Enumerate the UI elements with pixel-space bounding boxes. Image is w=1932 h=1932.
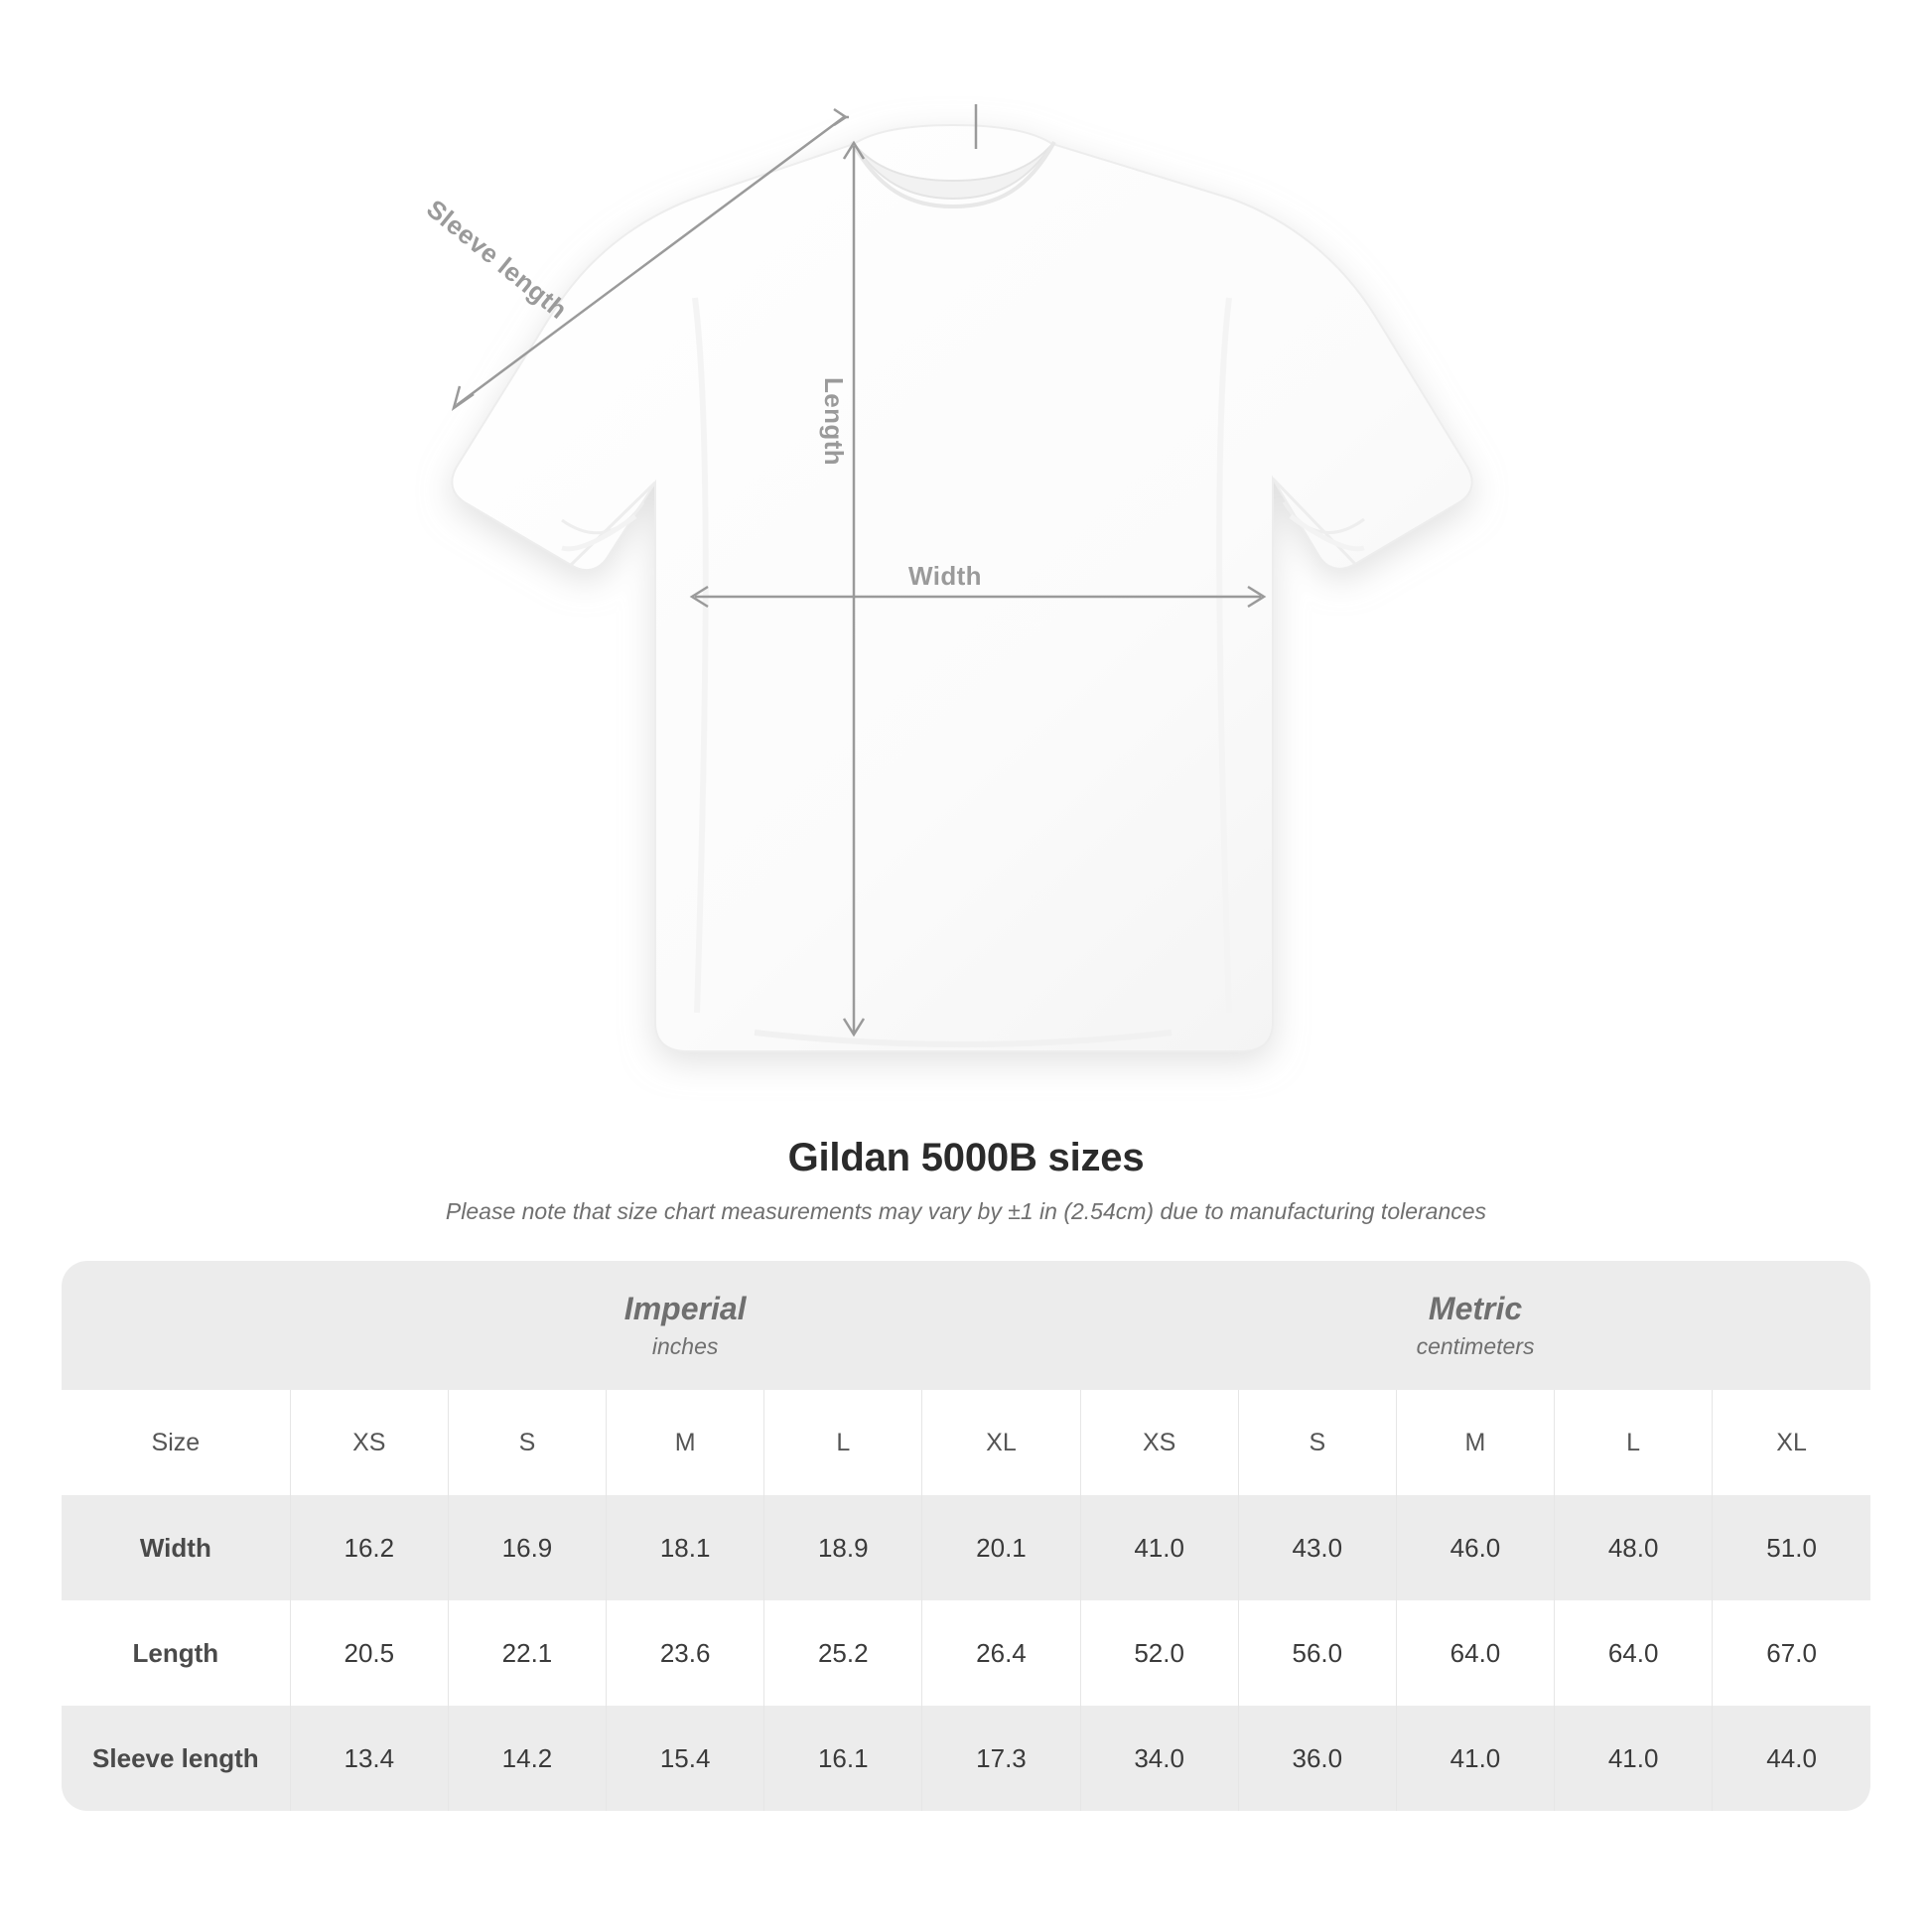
table-corner-label: Size [62, 1390, 290, 1495]
cell-width-metric-m: 46.0 [1396, 1495, 1554, 1600]
cell-width-metric-xl: 51.0 [1713, 1495, 1870, 1600]
cell-width-imperial-s: 16.9 [448, 1495, 606, 1600]
cell-length-metric-m: 64.0 [1396, 1600, 1554, 1706]
unit-header-row [62, 1261, 1870, 1390]
cell-sleeve-imperial-m: 15.4 [607, 1706, 764, 1811]
column-header-imperial-xs: XS [290, 1390, 448, 1495]
cell-width-imperial-xs: 16.2 [290, 1495, 448, 1600]
size-table-wrapper [62, 1261, 1870, 1811]
column-header-metric-xs: XS [1080, 1390, 1238, 1495]
cell-sleeve-metric-m: 41.0 [1396, 1706, 1554, 1811]
cell-width-metric-s: 43.0 [1238, 1495, 1396, 1600]
column-header-metric-s: S [1238, 1390, 1396, 1495]
page-title: Gildan 5000B sizes [787, 1136, 1145, 1179]
cell-width-imperial-l: 18.9 [764, 1495, 922, 1600]
cell-width-metric-xs: 41.0 [1080, 1495, 1238, 1600]
cell-width-imperial-xl: 20.1 [922, 1495, 1080, 1600]
cell-length-imperial-xs: 20.5 [290, 1600, 448, 1706]
cell-sleeve-metric-xs: 34.0 [1080, 1706, 1238, 1811]
column-header-imperial-m: M [607, 1390, 764, 1495]
width-dimension-label: Width [908, 561, 982, 591]
column-header-metric-m: M [1396, 1390, 1554, 1495]
cell-length-metric-xs: 52.0 [1080, 1600, 1238, 1706]
cell-length-imperial-xl: 26.4 [922, 1600, 1080, 1706]
cell-width-metric-l: 48.0 [1555, 1495, 1713, 1600]
column-header-imperial-xl: XL [922, 1390, 1080, 1495]
row-label-sleeve-length: Sleeve length [62, 1706, 290, 1811]
unit-name-imperial: Imperial [623, 1291, 747, 1327]
tolerance-note: Please note that size chart measurements may vary by ±1 in (2.54cm) due to manufacturing tolerances [445, 1198, 1487, 1224]
cell-sleeve-imperial-xl: 17.3 [922, 1706, 1080, 1811]
table-row [62, 1495, 1870, 1600]
unit-name-metric: Metric [1428, 1291, 1523, 1327]
size-table [62, 1261, 1870, 1811]
unit-sub-metric: centimeters [1416, 1332, 1535, 1359]
row-label-length: Length [62, 1600, 290, 1706]
cell-sleeve-metric-s: 36.0 [1238, 1706, 1396, 1811]
cell-width-imperial-m: 18.1 [607, 1495, 764, 1600]
cell-length-metric-s: 56.0 [1238, 1600, 1396, 1706]
unit-header-imperial [290, 1261, 1080, 1390]
cell-sleeve-metric-xl: 44.0 [1713, 1706, 1870, 1811]
length-dimension-label: Length [819, 377, 849, 467]
table-row [62, 1706, 1870, 1811]
unit-header-spacer [62, 1261, 290, 1390]
row-label-width: Width [62, 1495, 290, 1600]
cell-length-imperial-s: 22.1 [448, 1600, 606, 1706]
cell-sleeve-metric-l: 41.0 [1555, 1706, 1713, 1811]
table-row [62, 1600, 1870, 1706]
cell-length-imperial-m: 23.6 [607, 1600, 764, 1706]
column-header-metric-xl: XL [1713, 1390, 1870, 1495]
cell-sleeve-imperial-s: 14.2 [448, 1706, 606, 1811]
column-header-imperial-s: S [448, 1390, 606, 1495]
cell-sleeve-imperial-l: 16.1 [764, 1706, 922, 1811]
unit-header-metric [1080, 1261, 1870, 1390]
cell-length-imperial-l: 25.2 [764, 1600, 922, 1706]
cell-sleeve-imperial-xs: 13.4 [290, 1706, 448, 1811]
column-header-metric-l: L [1555, 1390, 1713, 1495]
unit-sub-imperial: inches [651, 1332, 719, 1359]
sleeve-length-dimension-label: Sleeve length [421, 194, 574, 326]
cell-length-metric-xl: 67.0 [1713, 1600, 1870, 1706]
title-block [0, 1136, 1932, 1225]
column-header-imperial-l: L [764, 1390, 922, 1495]
cell-length-metric-l: 64.0 [1555, 1600, 1713, 1706]
table-header-row [62, 1390, 1870, 1495]
